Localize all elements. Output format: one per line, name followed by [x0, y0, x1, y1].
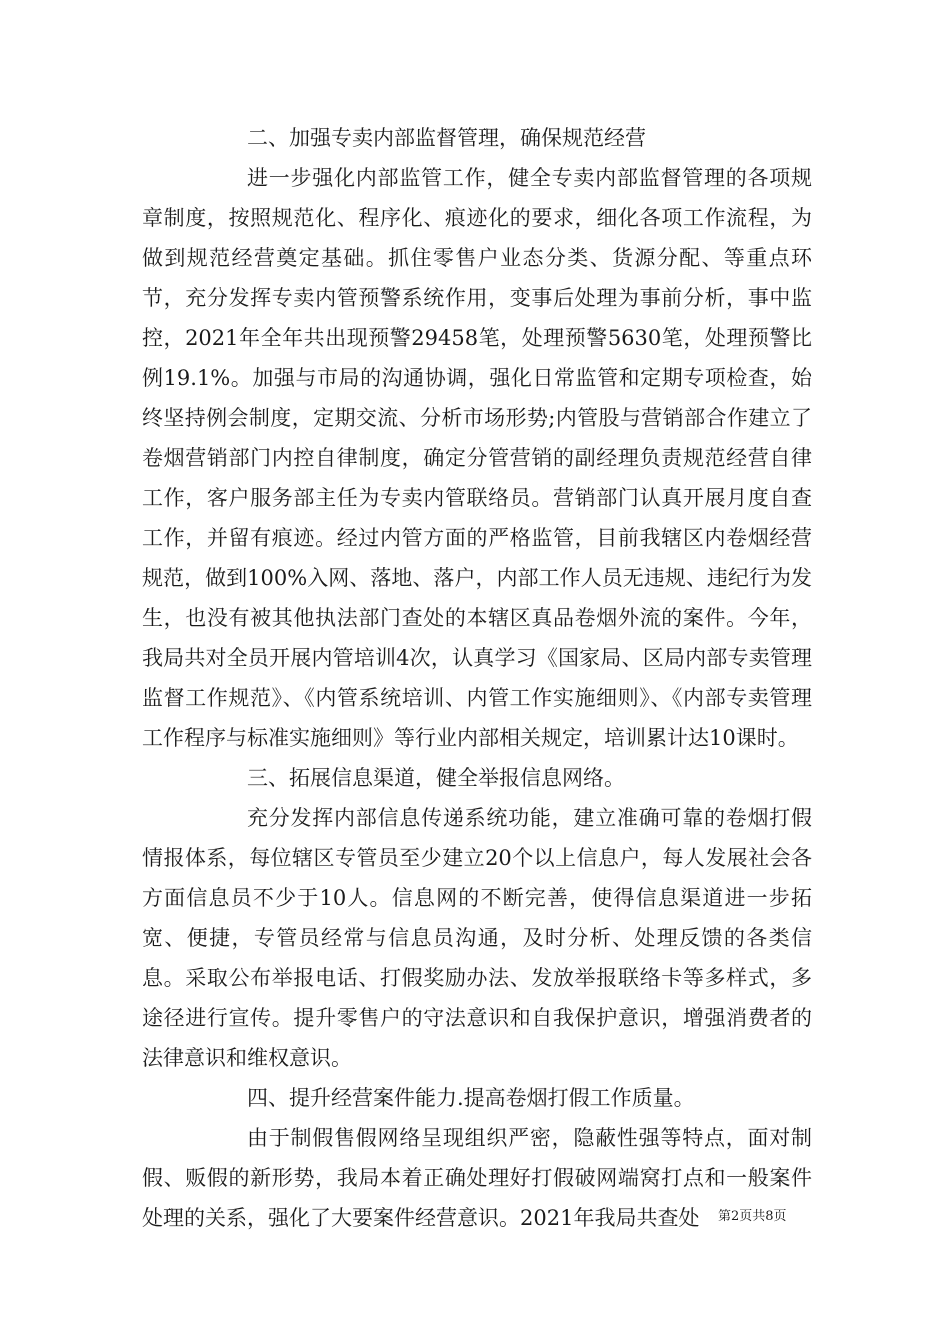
- section-heading-3: 三、拓展信息渠道，健全举报信息网络。: [247, 766, 625, 790]
- section-heading-2: 二、加强专卖内部监督管理，确保规范经营: [247, 126, 646, 150]
- section-heading-4: 四、提升经营案件能力.提高卷烟打假工作质量。: [247, 1086, 695, 1110]
- document-body: [142, 118, 812, 1238]
- section-paragraph-4: 由于制假售假网络呈现组织严密，隐蔽性强等特点，面对制假、贩假的新形势，我局本着正确处理好打假破网端窝打点和一般案件处理的关系，强化了大要案件经营意识。2021年我局共查处: [142, 1126, 812, 1230]
- section-paragraph-2: 进一步强化内部监管工作，健全专卖内部监督管理的各项规章制度，按照规范化、程序化、痕迹化的要求，细化各项工作流程，为做到规范经营奠定基础。抓住零售户业态分类、货源分配、等重点环节，充分发挥专卖内管预警系统作用，变事后处理为事前分析，事中监控，2021年全年共出现预警29458笔，处理预警5630笔，处理预警比例19.1%。加强与市局的沟通协调，强化日常监管和定期专项检查，始终坚持例会制度，定期交流、分析市场形势;内管股与营销部合作建立了卷烟营销部门内控自律制度，确定分管营销的副经理负责规范经营自律工作，客户服务部主任为专卖内管联络员。营销部门认真开展月度自查工作，并留有痕迹。经过内管方面的严格监管，目前我辖区内卷烟经营规范，做到100%入网、落地、落户，内部工作人员无违规、违纪行为发生，也没有被其他执法部门查处的本辖区真品卷烟外流的案件。今年，我局共对全员开展内管培训4次，认真学习《国家局、区局内部专卖管理监督工作规范》、《内管系统培训、内管工作实施细则》、《内部专卖管理工作程序与标准实施细则》等行业内部相关规定，培训累计达10课时。: [142, 166, 812, 750]
- page-number-footer: 第2页共8页: [718, 1209, 787, 1224]
- section-paragraph-3: 充分发挥内部信息传递系统功能，建立准确可靠的卷烟打假情报体系，每位辖区专管员至少建立20个以上信息户，每人发展社会各方面信息员不少于10人。信息网的不断完善，使得信息渠道进一步拓宽、便捷，专管员经常与信息员沟通，及时分析、处理反馈的各类信息。采取公布举报电话、打假奖励办法、发放举报联络卡等多样式，多途径进行宣传。提升零售户的守法意识和自我保护意识，增强消费者的法律意识和维权意识。: [142, 806, 812, 1070]
